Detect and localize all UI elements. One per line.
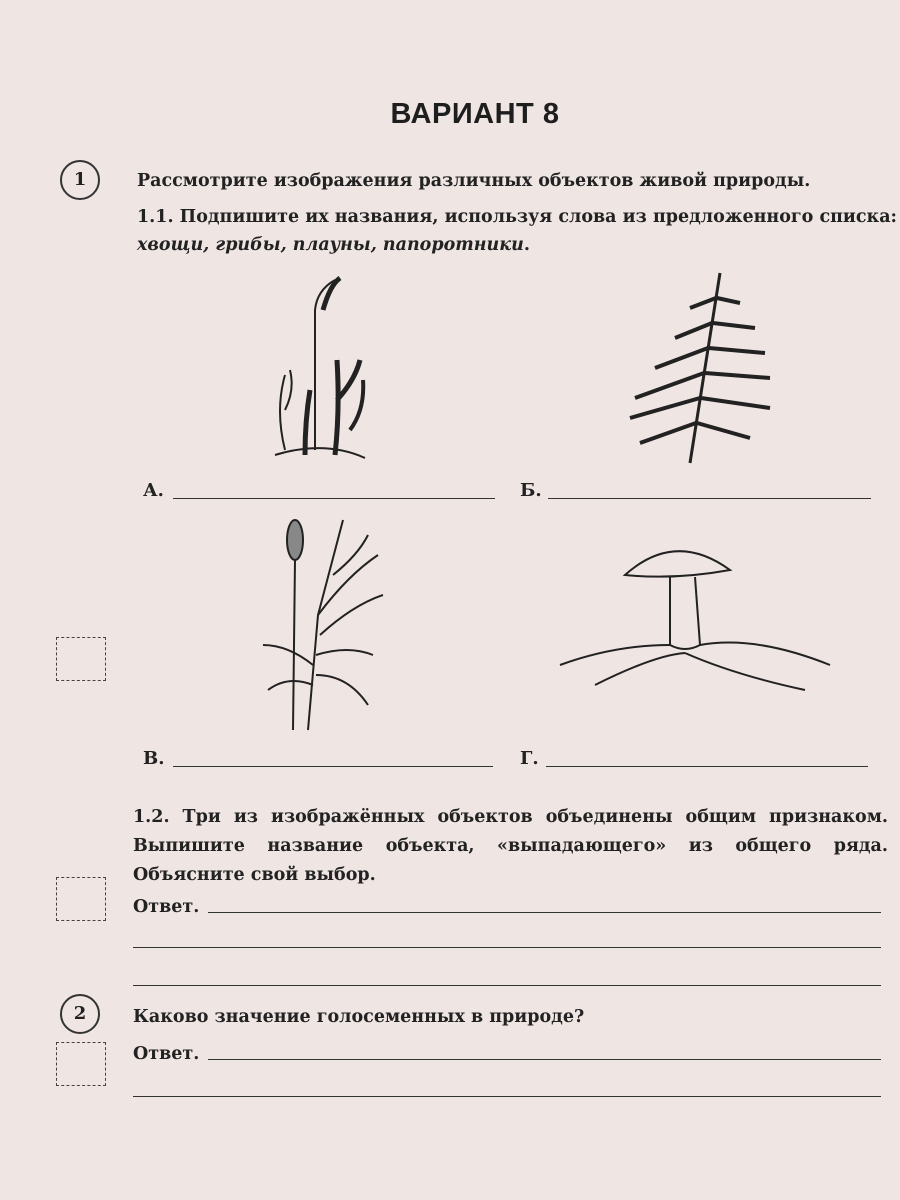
label-v: В. [143,748,165,769]
answer-line[interactable] [208,912,881,913]
answer-line[interactable] [133,947,881,948]
answer-line-a[interactable] [173,498,495,499]
label-g: Г. [520,748,539,769]
answer-line-v[interactable] [173,766,493,767]
mushroom-illustration [555,535,835,705]
task1-2-text: 1.2. Три из изображённых объектов объединены общим признаком. Выпишите название объекта, «выпадающего» из общего ряда. Объясните свой выбор. [133,807,888,885]
fern-illustration [620,268,780,468]
answer-label: Ответ. [133,1044,200,1064]
club-moss-illustration [265,270,380,465]
task-number-badge: 1 [60,160,100,200]
task2-question: Каково значение голосеменных в природе? [133,1007,585,1027]
task1-1-text: 1.1. Подпишите их названия, используя слова из предложенного списка: хвощи, грибы, плауны, папоротники. [137,207,897,255]
score-box [56,877,106,921]
answer-line[interactable] [208,1059,881,1060]
answer-line-b[interactable] [548,498,871,499]
score-box [56,637,106,681]
task1-intro: Рассмотрите изображения различных объектов живой природы. [137,171,811,191]
label-a: А. [143,480,164,501]
score-box [56,1042,106,1086]
horsetail-illustration [258,515,388,735]
label-b: Б. [520,480,542,501]
answer-line[interactable] [133,1096,881,1097]
task-number-badge: 2 [60,994,100,1034]
answer-label: Ответ. [133,897,200,917]
answer-line-g[interactable] [546,766,868,767]
page-title: ВАРИАНТ 8 [390,98,560,130]
answer-line[interactable] [133,985,881,986]
